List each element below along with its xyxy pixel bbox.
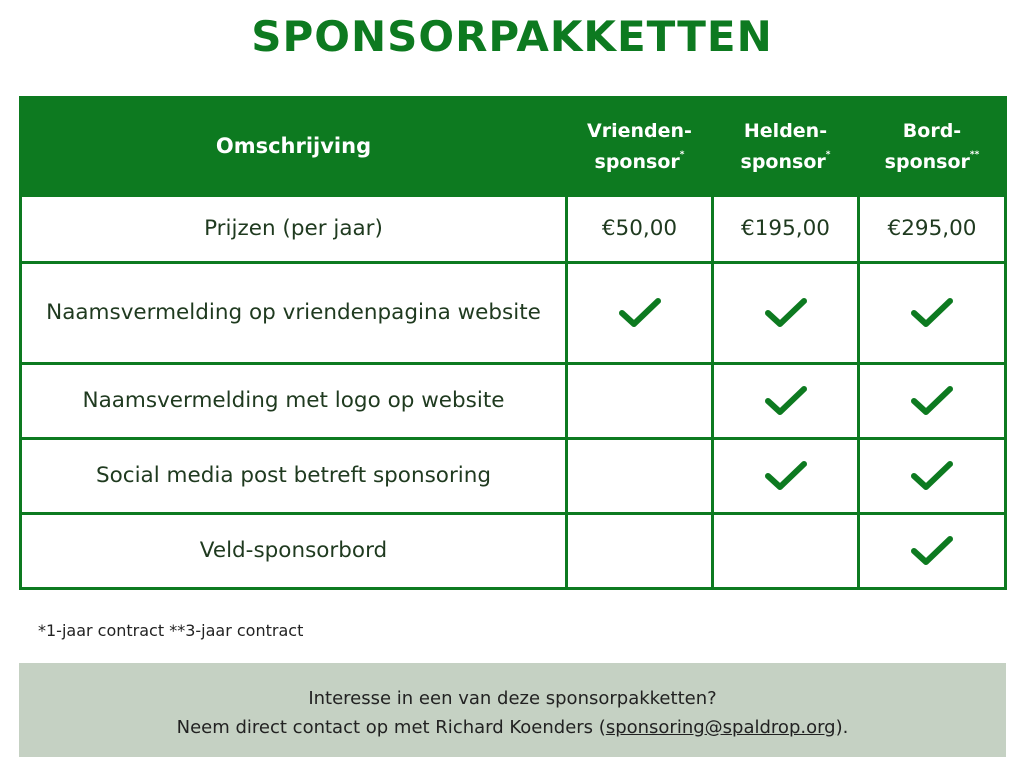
- footnote: *1-jaar contract **3-jaar contract: [38, 621, 304, 640]
- cell-helden: [713, 263, 859, 364]
- header-vrienden-mark: *: [679, 149, 685, 160]
- header-helden-line2: sponsor: [740, 150, 826, 173]
- check-icon: [764, 384, 808, 418]
- cell-helden: [713, 439, 859, 514]
- check-icon: [910, 459, 954, 493]
- row-label: Naamsvermelding op vriendenpagina website: [21, 263, 567, 364]
- contact-line2: [19, 713, 1006, 742]
- header-helden-line1: Helden-: [743, 119, 828, 142]
- row-label: Naamsvermelding met logo op website: [21, 364, 567, 439]
- contact-email-link[interactable]: sponsoring@spaldrop.org: [605, 717, 836, 738]
- cell-bord: [859, 263, 1006, 364]
- price-helden: €195,00: [713, 196, 859, 263]
- cell-vrienden: [567, 364, 713, 439]
- price-bord: €295,00: [859, 196, 1006, 263]
- header-bord-mark: **: [969, 149, 980, 160]
- table-row: [21, 514, 1006, 589]
- cell-helden: [713, 364, 859, 439]
- contact-line1: Interesse in een van deze sponsorpakketten?: [308, 688, 717, 709]
- cell-bord: [859, 439, 1006, 514]
- header-heldensponsor: [713, 98, 859, 196]
- table-header-row: [21, 98, 1006, 196]
- cell-vrienden: [567, 514, 713, 589]
- header-bord-line1: Bord-: [902, 119, 962, 142]
- header-vrienden-line1: Vrienden-: [587, 119, 692, 142]
- table-row: [21, 439, 1006, 514]
- check-icon: [910, 534, 954, 568]
- contact-panel: [19, 663, 1006, 757]
- contact-prefix: Neem direct contact op met Richard Koenders (: [176, 717, 606, 738]
- header-description: Omschrijving: [21, 98, 567, 196]
- table-row: [21, 263, 1006, 364]
- header-bordsponsor: [859, 98, 1006, 196]
- header-helden-mark: *: [825, 149, 831, 160]
- header-vriendensponsor: [567, 98, 713, 196]
- table-row-prices: [21, 196, 1006, 263]
- header-bord-line2: sponsor: [884, 150, 970, 173]
- check-icon: [618, 296, 662, 330]
- cell-vrienden: [567, 263, 713, 364]
- cell-vrienden: [567, 439, 713, 514]
- row-label: Veld-sponsorbord: [21, 514, 567, 589]
- check-icon: [764, 459, 808, 493]
- cell-bord: [859, 514, 1006, 589]
- price-label: Prijzen (per jaar): [21, 196, 567, 263]
- price-vrienden: €50,00: [567, 196, 713, 263]
- header-vrienden-line2: sponsor: [594, 150, 680, 173]
- page-title: SPONSORPAKKETTEN: [251, 12, 773, 61]
- check-icon: [910, 296, 954, 330]
- check-icon: [910, 384, 954, 418]
- sponsor-table: [19, 96, 1007, 590]
- contact-suffix: ).: [835, 717, 849, 738]
- cell-bord: [859, 364, 1006, 439]
- row-label: Social media post betreft sponsoring: [21, 439, 567, 514]
- check-icon: [764, 296, 808, 330]
- cell-helden: [713, 514, 859, 589]
- table-row: [21, 364, 1006, 439]
